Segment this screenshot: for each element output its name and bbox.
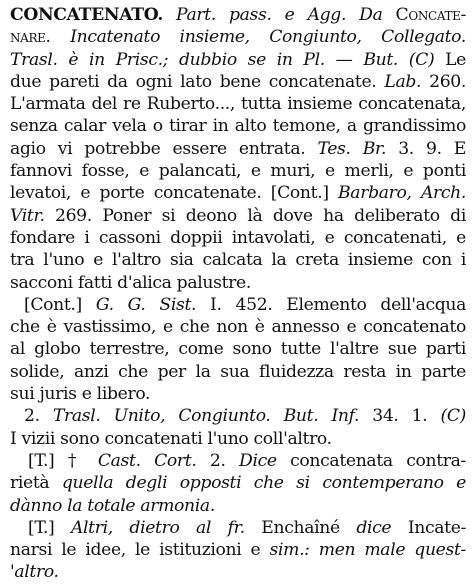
text-segment: Part. pass. e Agg. Da (162, 5, 396, 25)
text-segment: 2. (196, 450, 240, 471)
text-segment: 'altro. (10, 562, 59, 583)
text-line (10, 472, 466, 494)
text-segment: Incatenato insieme, Congiunto, Collegato. (50, 27, 466, 48)
text-line (10, 115, 466, 137)
text-segment: senza calar vela o tirar in alto temone, a grandissimo (10, 116, 466, 137)
text-segment: Vitr. (10, 205, 45, 226)
text-segment: quella degli opposti che si contemperano e (61, 473, 466, 494)
text-segment: I. 452. Elemento dell'acqua (196, 294, 466, 315)
text-segment: Dice (239, 450, 277, 471)
text-segment: solide, anzi che per la sua fluidezza resta in parte (10, 361, 466, 382)
text-segment: L'armata del re Ruberto..., tutta insieme concatenata, (10, 94, 466, 115)
text-line (10, 316, 466, 338)
text-line (10, 517, 466, 539)
text-line (10, 539, 466, 561)
text-segment: fondare i cassoni doppii intavolati, e concatenati, e (10, 227, 466, 248)
text-line (10, 4, 466, 26)
text-line (10, 138, 466, 160)
text-segment: dice (356, 517, 392, 538)
text-segment: Altri, dietro al fr. (70, 517, 245, 538)
text-line (10, 272, 466, 294)
text-line (10, 205, 466, 227)
text-segment: (C) (440, 406, 466, 427)
text-line (10, 249, 466, 271)
text-segment: G. G. Sist. (95, 294, 197, 315)
text-segment: nare. (10, 27, 51, 48)
text-segment: [T.] (28, 517, 71, 538)
text-segment: Trasl. è in Prisc.; dubbio se in Pl. — But. (C) (10, 49, 435, 70)
text-segment: 260. (421, 71, 466, 92)
text-line (10, 405, 466, 427)
text-segment: [Cont.] (24, 294, 96, 315)
text-segment: concatenata contra- (276, 450, 466, 471)
text-line (10, 338, 466, 360)
text-segment: fannovi fosse, e palancati, e muri, e merli, e ponti (10, 161, 466, 182)
text-segment: rietà (10, 473, 62, 494)
text-segment: tra l'uno e l'altro sia calcata la creta insieme con i (10, 250, 466, 271)
text-segment: sim.: men male quest- (269, 540, 466, 561)
text-line (10, 93, 466, 115)
text-segment: 269. Poner si deono là dove ha deliberato di (44, 205, 466, 226)
text-line (10, 361, 466, 383)
text-segment: Enchaîné (244, 517, 357, 538)
text-line (10, 49, 466, 71)
text-line (10, 71, 466, 93)
text-line (10, 561, 466, 583)
text-segment: I vizii sono concatenati l'uno coll'altro. (10, 428, 332, 449)
text-segment: 2. (24, 406, 53, 427)
text-segment: Cast. Cort. (97, 450, 197, 471)
text-segment: levatoi, e porte concatenate. [Cont.] (10, 183, 339, 204)
text-line (10, 26, 466, 48)
text-segment: Tes. Br. (317, 138, 387, 159)
text-line (10, 182, 466, 204)
text-segment: Barbaro, Arch. (338, 183, 466, 204)
text-line (10, 383, 466, 405)
text-segment: al globo terrestre, come sono tutte l'altre sue parti (10, 339, 466, 360)
text-segment: 34. 1. (359, 406, 441, 427)
dictionary-entry-concatenato (10, 4, 466, 584)
text-segment: Le (434, 49, 466, 70)
text-segment: che è vastissimo, e che non è annesso e concatenato (10, 317, 466, 338)
text-line (10, 227, 466, 249)
text-line (10, 495, 466, 517)
text-segment: Incate- (391, 517, 466, 538)
text-segment: CONCATENATO. (10, 5, 163, 25)
text-line (10, 294, 466, 316)
text-segment: Trasl. Unito, Congiunto. But. Inf. (52, 406, 360, 427)
text-segment: Lab. (384, 71, 422, 92)
text-segment: sacconi fatti d'alica palustre. (10, 272, 251, 293)
text-line (10, 450, 466, 472)
text-segment: due pareti da ogni lato bene concatenate. (10, 71, 385, 92)
text-segment: narsi le idee, le istituzioni e (10, 540, 270, 561)
text-segment: Concate- (395, 5, 466, 25)
text-segment: sui juris e libero. (10, 384, 151, 405)
text-line (10, 428, 466, 450)
text-segment: dànno la totale armonia. (10, 495, 215, 516)
text-segment: 3. 9. E (386, 138, 466, 159)
text-segment: [T.] † (28, 450, 98, 471)
text-line (10, 160, 466, 182)
text-segment: agio vi potrebbe essere entrata. (10, 138, 318, 159)
